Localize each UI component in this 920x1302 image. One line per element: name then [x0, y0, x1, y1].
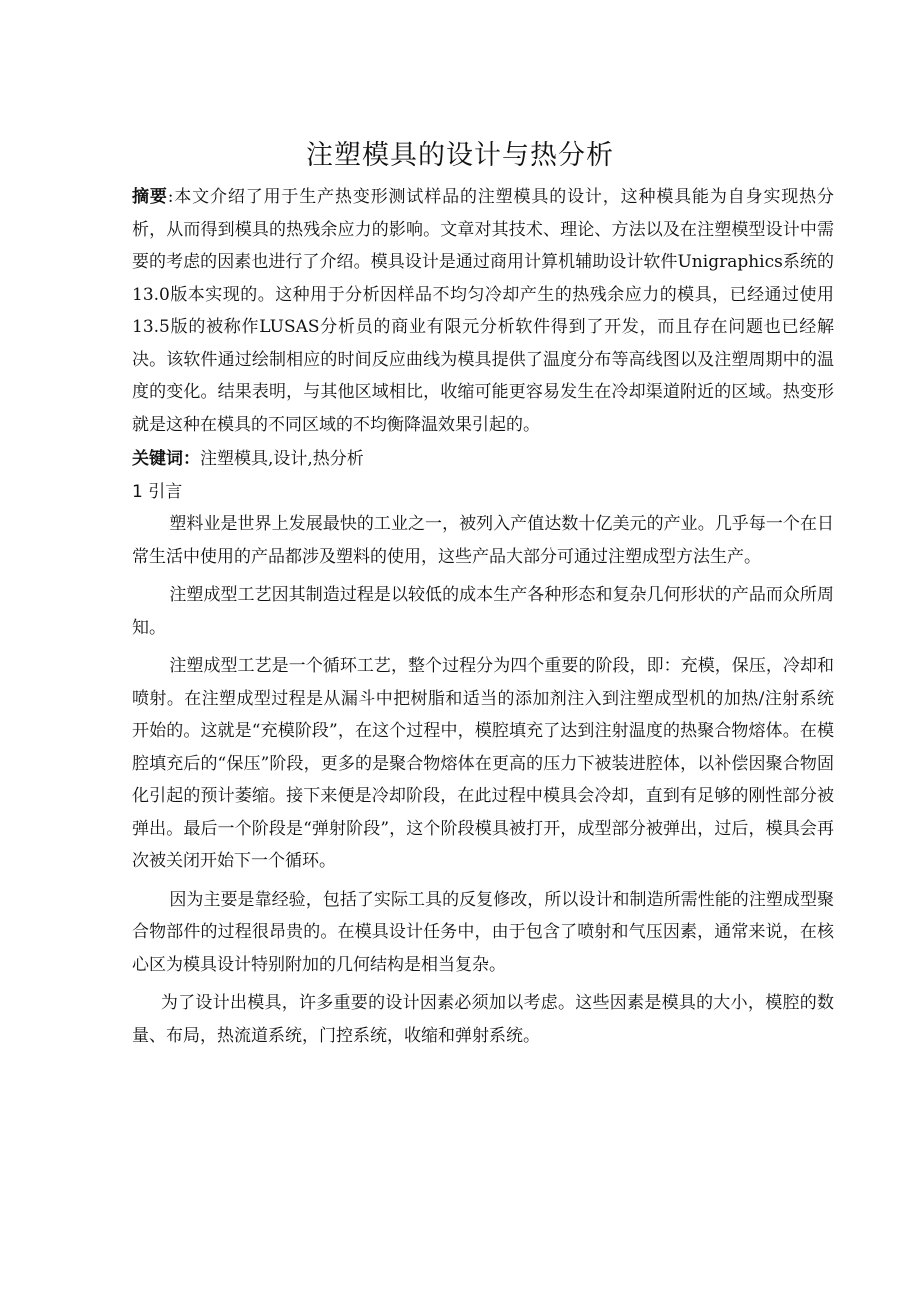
body-paragraph: 因为主要是靠经验，包括了实际工具的反复修改，所以设计和制造所需性能的注塑成型聚合物部件的过程很昂贵的。在模具设计任务中，由于包含了喷射和气压因素，通常来说，在核心区为模具设计特别附加的几何结构是相当复杂。	[132, 889, 834, 975]
abstract-separator: :	[167, 187, 174, 207]
abstract-label: 摘要	[132, 187, 168, 207]
body-paragraph: 塑料业是世界上发展最快的工业之一，被列入产值达数十亿美元的产业。几乎每一个在日常生活中使用的产品都涉及塑料的使用，这些产品大部分可通过注塑成型方法生产。	[132, 514, 834, 567]
body-paragraph: 注塑成型工艺因其制造过程是以较低的成本生产各种形态和复杂几何形状的产品而众所周知。	[132, 585, 834, 638]
keywords-label: 关键词：	[132, 449, 200, 469]
document-title: 注塑模具的设计与热分析	[306, 140, 614, 171]
section-heading-introduction: 1 引言	[132, 481, 183, 502]
document-body	[132, 181, 834, 1052]
keywords-text: 注塑模具,设计,热分析	[200, 449, 364, 469]
keywords-line	[132, 443, 834, 476]
abstract-text: 本文介绍了用于生产热变形测试样品的注塑模具的设计，这种模具能为自身实现热分析，从而得到模具的热残余应力的影响。文章对其技术、理论、方法以及在注塑模型设计中需要的考虑的因素也进行了介绍。模具设计是通过商用计算机辅助设计软件Unigraphics系统的13.0版本实现的。这种用于分析因样品不均匀冷却产生的热残余应力的模具，已经通过使用13.5版的被称作LUSAS分析员的商业有限元分析软件得到了开发，而且存在问题也已经解决。该软件通过绘制相应的时间反应曲线为模具提供了温度分布等高线图以及注塑周期中的温度的变化。结果表明，与其他区域相比，收缩可能更容易发生在冷却渠道附近的区域。热变形就是这种在模具的不同区域的不均衡降温效果引起的。	[132, 187, 835, 435]
body-paragraph: 为了设计出模具，许多重要的设计因素必须加以考虑。这些因素是模具的大小，模腔的数量、布局，热流道系统，门控系统，收缩和弹射系统。	[132, 993, 834, 1046]
body-paragraph: 注塑成型工艺是一个循环工艺，整个过程分为四个重要的阶段，即：充模，保压，冷却和喷射。在注塑成型过程是从漏斗中把树脂和适当的添加剂注入到注塑成型机的加热/注射系统开始的。这就是“充模阶段”，在这个过程中，模腔填充了达到注射温度的热聚合物熔体。在模腔填充后的“保压”阶段，更多的是聚合物熔体在更高的压力下被装进腔体，以补偿因聚合物固化引起的预计萎缩。接下来便是冷却阶段，在此过程中模具会冷却，直到有足够的刚性部分被弹出。最后一个阶段是“弹射阶段”，这个阶段模具被打开，成型部分被弹出，过后，模具会再次被关闭开始下一个循环。	[132, 656, 834, 871]
abstract-paragraph	[132, 181, 834, 441]
